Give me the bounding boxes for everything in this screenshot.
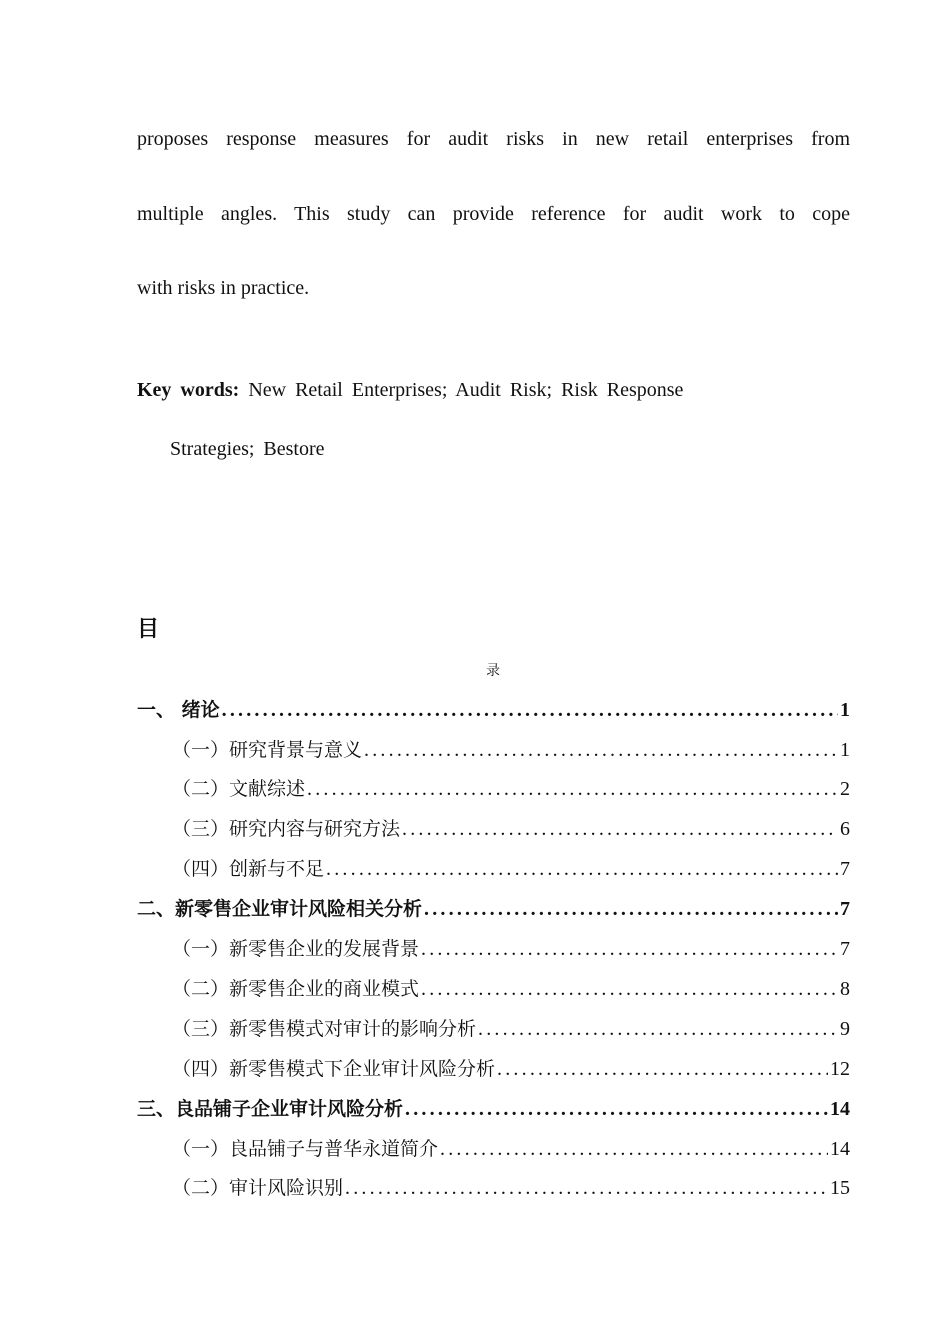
toc-entry[interactable] [172, 936, 850, 962]
toc-entry[interactable] [172, 1175, 850, 1201]
keywords-label: Key words: [137, 379, 240, 401]
toc-leader-dots [222, 697, 838, 723]
toc-entry-page: 2 [840, 778, 850, 800]
toc-entry-page: 1 [840, 699, 850, 721]
toc-entry-text: （三）新零售模式对审计的影响分析 [172, 1018, 477, 1040]
toc-leader-dots [440, 1136, 828, 1162]
toc-entry-text: （二）文献综述 [172, 778, 306, 800]
toc-entry-page: 7 [840, 858, 850, 880]
toc-entry-page: 9 [840, 1018, 850, 1040]
toc-entry-text: （四）创新与不足 [172, 858, 325, 880]
toc-entry-page: 6 [840, 818, 850, 840]
toc-entry-page: 1 [840, 739, 850, 761]
toc-entry[interactable] [137, 1096, 850, 1122]
toc-entry-page: 12 [830, 1058, 850, 1080]
toc-leader-dots [421, 976, 838, 1002]
toc-entry[interactable] [172, 1016, 850, 1042]
abstract-line-1: proposes response measures for audit risks in new retail enterprises from [137, 128, 850, 150]
keywords-line-1 [137, 378, 683, 402]
toc-leader-dots [424, 896, 838, 922]
toc-entry-page: 8 [840, 978, 850, 1000]
toc-entry-page: 15 [830, 1177, 850, 1199]
toc-leader-dots [364, 737, 838, 763]
toc-entry[interactable] [172, 1056, 850, 1082]
toc-entry[interactable] [137, 697, 850, 723]
toc-entry[interactable] [172, 856, 850, 882]
toc-entry-text: （一）新零售企业的发展背景 [172, 938, 420, 960]
toc-title-part2: 录 [486, 663, 500, 679]
toc-entry-text: （一）研究背景与意义 [172, 739, 363, 761]
toc-leader-dots [307, 776, 838, 802]
toc-entry[interactable] [137, 896, 850, 922]
toc-entry[interactable] [172, 816, 850, 842]
toc-entry-text: （二）新零售企业的商业模式 [172, 978, 420, 1000]
toc-entry-text: （三）研究内容与研究方法 [172, 818, 401, 840]
toc-entry-text: （二）审计风险识别 [172, 1177, 344, 1199]
toc-entry[interactable] [172, 1136, 850, 1162]
toc-leader-dots [402, 816, 838, 842]
toc-leader-dots [326, 856, 838, 882]
toc-entry-text: 三、良品铺子企业审计风险分析 [137, 1098, 404, 1120]
toc-leader-dots [478, 1016, 838, 1042]
abstract-line-2: multiple angles. This study can provide reference for audit work to cope [137, 203, 850, 225]
toc-entry-text: 一、 绪论 [137, 699, 220, 721]
toc-entry-page: 7 [840, 898, 850, 920]
toc-entry-text: （一）良品铺子与普华永道简介 [172, 1138, 439, 1160]
toc-leader-dots [421, 936, 838, 962]
toc-entry[interactable] [172, 737, 850, 763]
keywords-text-1: New Retail Enterprises; Audit Risk; Risk Response [248, 379, 684, 401]
abstract-line-3: with risks in practice. [137, 277, 310, 299]
toc-entry-page: 7 [840, 938, 850, 960]
toc-entry-text: 二、新零售企业审计风险相关分析 [137, 898, 423, 920]
keywords-line-2: Strategies; Bestore [170, 438, 325, 460]
toc-entry-text: （四）新零售模式下企业审计风险分析 [172, 1058, 496, 1080]
toc-leader-dots [405, 1096, 828, 1122]
toc-entry-page: 14 [830, 1098, 850, 1120]
toc-entry[interactable] [172, 776, 850, 802]
toc-title-part1: 目 [137, 617, 160, 642]
toc-entry[interactable] [172, 976, 850, 1002]
toc-leader-dots [345, 1175, 828, 1201]
toc-leader-dots [497, 1056, 828, 1082]
toc-entry-page: 14 [830, 1138, 850, 1160]
